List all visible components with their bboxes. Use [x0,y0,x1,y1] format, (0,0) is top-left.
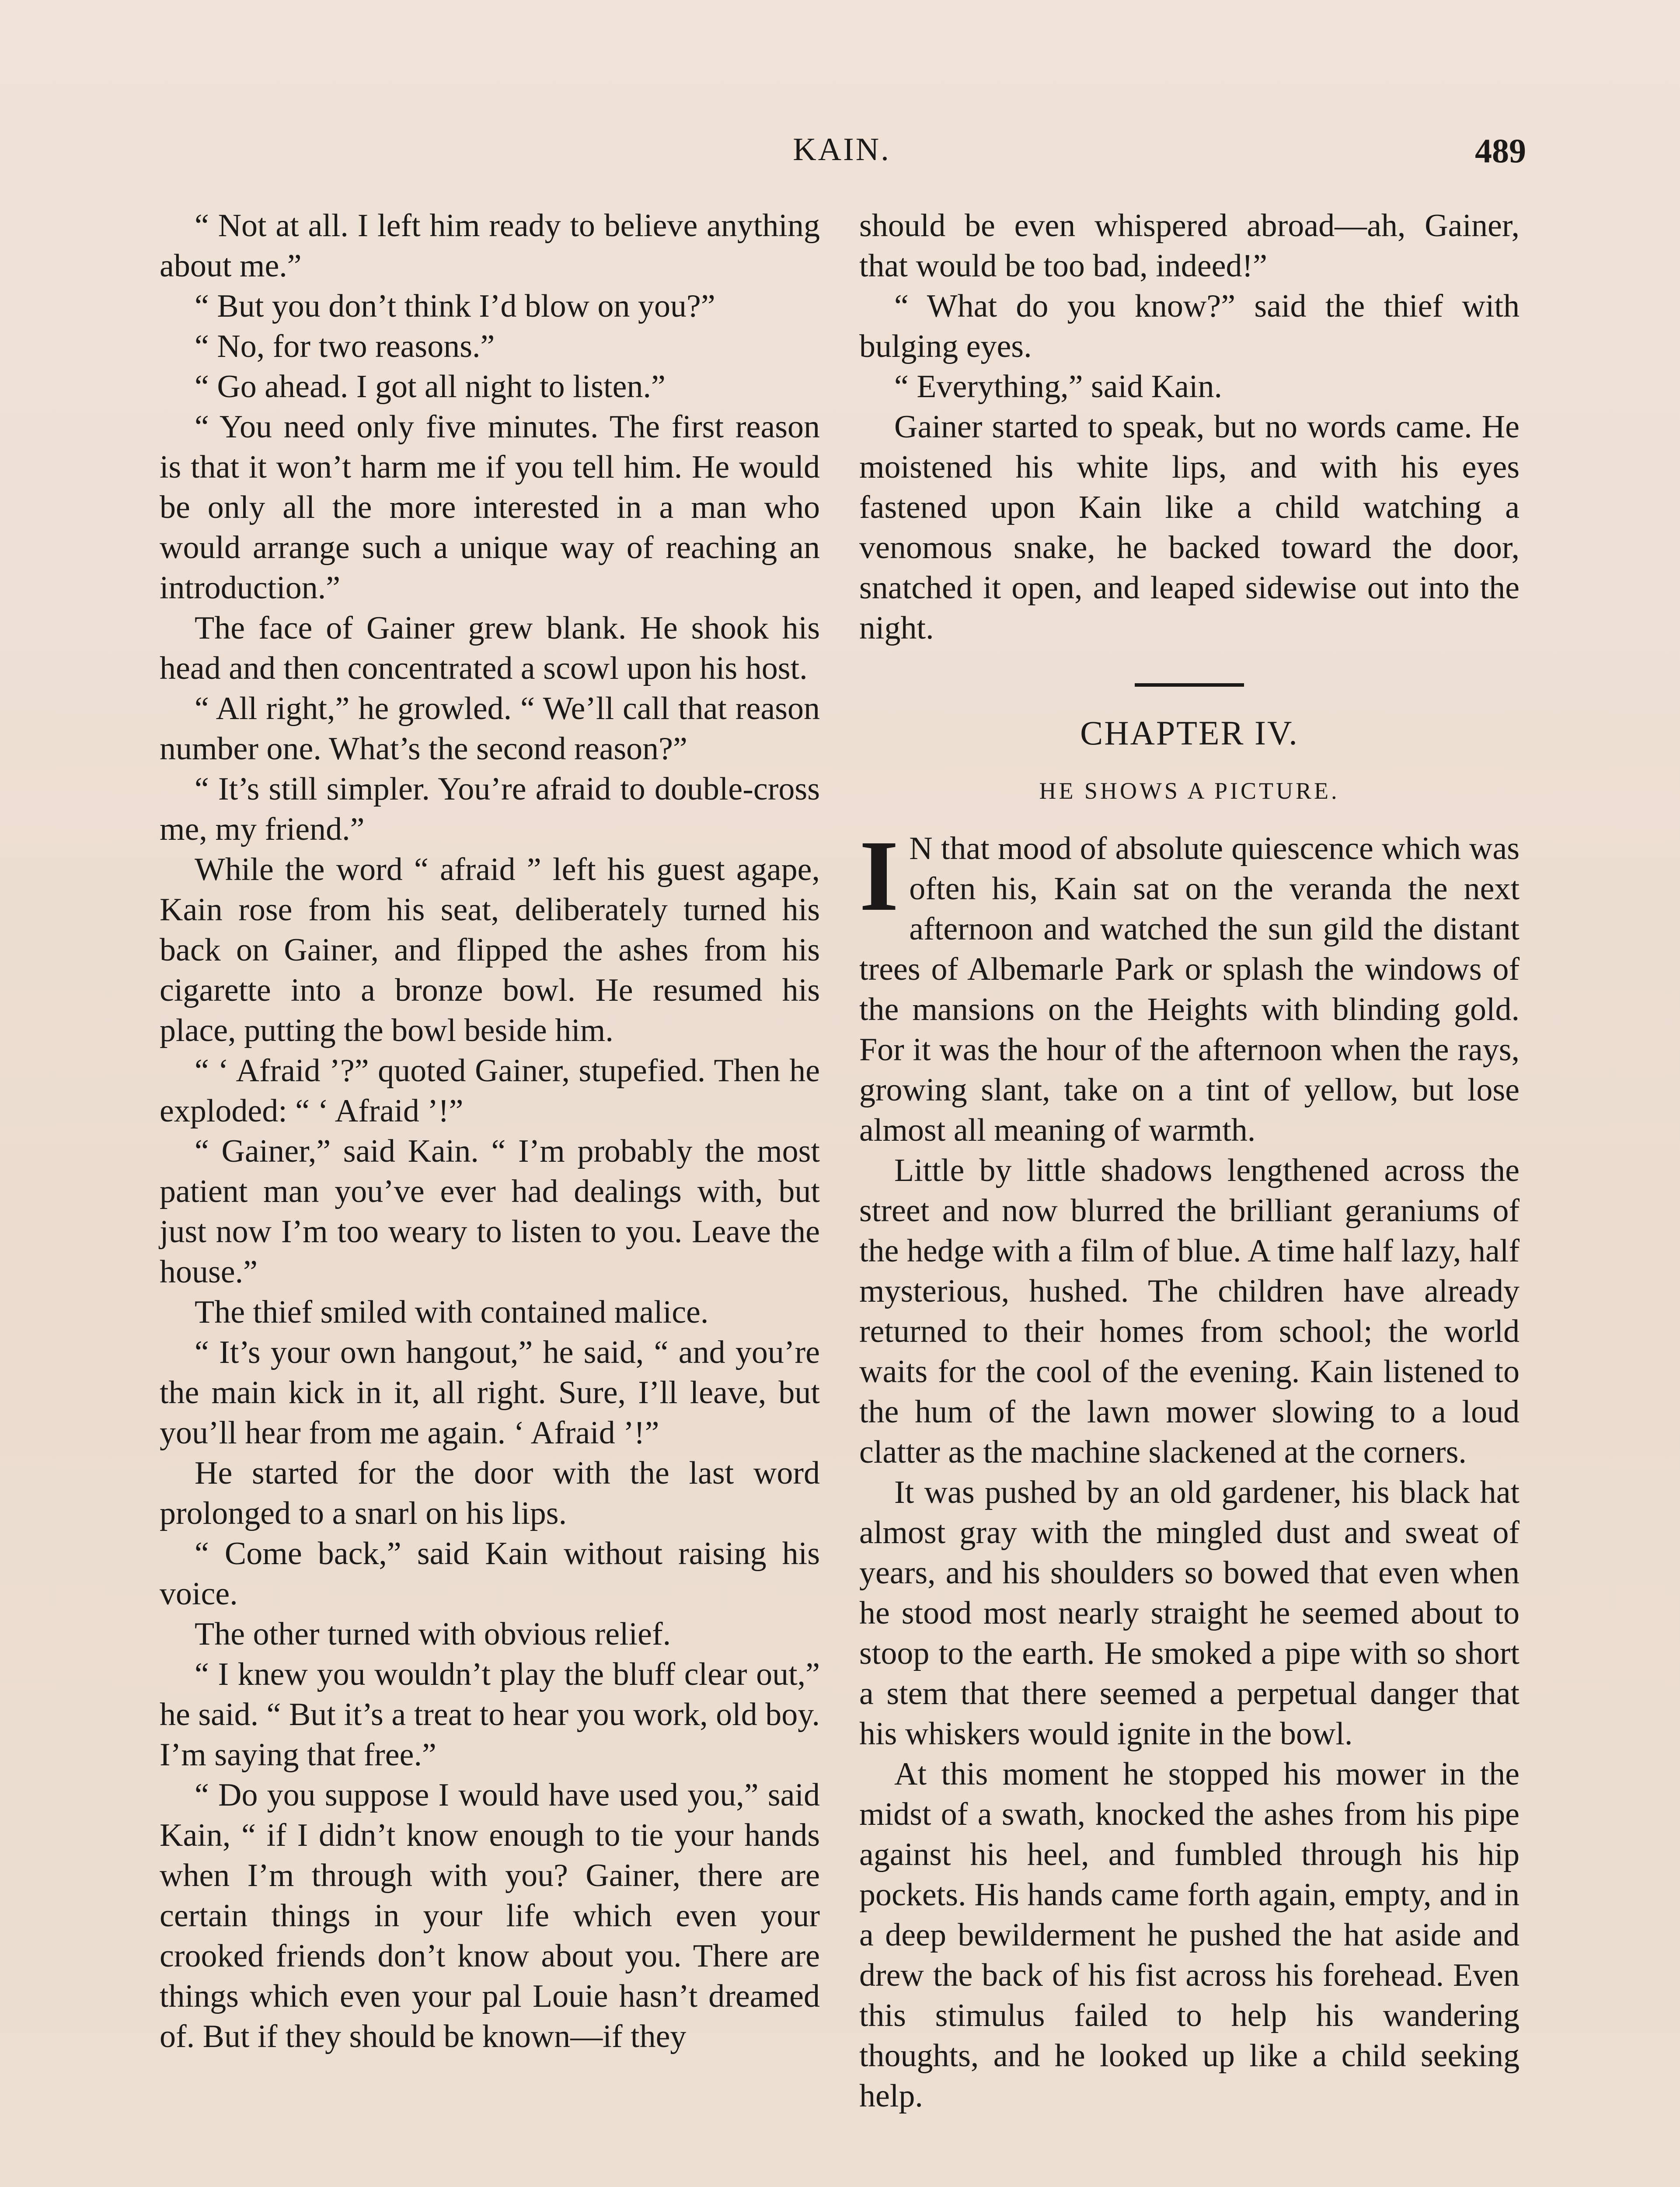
paragraph: “ But you don’t think I’d blow on you?” [195,288,715,324]
paragraph: “ Do you suppose I would have used you,” said Kain, “ if I didn’t know enough to tie your hands when I’m through with you? Gainer, there are certain things in your life which even your crooked friends don’t know about you. There are things which even your pal Louie hasn’t dreamed of. But if they should be known—if they [160,1777,820,2054]
paragraph: At this moment he stopped his mower in the midst of a swath, knocked the ashes from his pipe against his heel, and fumbled through his hip pockets. His hands came forth again, empty, and in a deep bewilderment he pushed the hat aside and drew the back of his fist across his forehead. Even this stimulus failed to help his wandering thoughts, and he looked up like a child seeking help. [859,1756,1520,2114]
paragraph-continued: should be even whispered abroad—ah, Gainer, that would be too bad, indeed!” [859,208,1520,284]
right-column [859,206,1520,2116]
paragraph: “ I knew you wouldn’t play the bluff clear out,” he said. “ But it’s a treat to hear you work, old boy. I’m saying that free.” [160,1656,820,1773]
paragraph: “ Come back,” said Kain without raising his voice. [160,1536,820,1612]
chapter-opening-paragraph [859,820,1520,1150]
paragraph: “ Everything,” said Kain. [894,369,1223,405]
opening-text: N that mood of absolute quiescence which was often his, Kain sat on the veranda the next afternoon and watched the sun gild the distant trees of Albemarle Park or splash the windows of the mansions on the Heights with blinding gold. For it was the hour of the afternoon when the rays, growing slant, take on a tint of yellow, but lose almost all meaning of warmth. [859,831,1520,1148]
paragraph: “ Not at all. I left him ready to believe anything about me.” [160,208,820,284]
paragraph: “ It’s still simpler. You’re afraid to double-cross me, my friend.” [160,771,820,847]
section-divider [1135,683,1244,687]
paragraph: “ What do you know?” said the thief with bulging eyes. [859,288,1520,364]
chapter-subtitle: HE SHOWS A PICTURE. [1039,778,1340,804]
running-title: KAIN. [793,132,891,168]
paragraph: It was pushed by an old gardener, his black hat almost gray with the mingled dust and sweat of years, and his shoulders so bowed that even when he stood most nearly straight he seemed about to stoop to the earth. He smoked a pipe with so short a stem that there seemed a perpetual danger that his whiskers would ignite in the bowl. [859,1474,1520,1752]
paragraph: “ ‘ Afraid ’?” quoted Gainer, stupefied. Then he exploded: “ ‘ Afraid ’!” [160,1053,820,1129]
paragraph: “ All right,” he growled. “ We’ll call that reason number one. What’s the second reason?” [160,691,820,767]
page-number: 489 [1475,132,1526,170]
chapter-title: CHAPTER IV. [1080,714,1299,752]
drop-cap: I [859,820,899,932]
paragraph: “ You need only five minutes. The first reason is that it won’t harm me if you tell him. He would be only all the more interested in a man who would arrange such a unique way of reaching an introduction.” [160,409,820,606]
paragraph: “ It’s your own hangout,” he said, “ and you’re the main kick in it, all right. Sure, I’ll leave, but you’ll hear from me again. ‘ Afraid ’!” [160,1335,820,1451]
paragraph: “ No, for two reasons.” [195,328,495,364]
running-head [157,131,1526,171]
paragraph: Little by little shadows lengthened across the street and now blurred the brilliant geraniums of the hedge with a film of blue. A time half lazy, half mysterious, hushed. The children have already returned to their homes from school; the world waits for the cool of the evening. Kain listened to the hum of the lawn mower slowing to a loud clatter as the machine slackened at the corners. [859,1153,1520,1470]
paragraph: The other turned with obvious relief. [195,1616,671,1652]
left-column [160,206,820,2057]
paragraph: “ Gainer,” said Kain. “ I’m probably the most patient man you’ve ever had dealings with, but just now I’m too weary to listen to you. Leave the house.” [160,1133,820,1290]
paragraph: Gainer started to speak, but no words came. He moistened his white lips, and with his eyes fastened upon Kain like a child watching a venomous snake, he backed toward the door, snatched it open, and leaped sidewise out into the night. [859,409,1520,646]
paragraph: While the word “ afraid ” left his guest agape, Kain rose from his seat, deliberately turned his back on Gainer, and flipped the ashes from his cigarette into a bronze bowl. He resumed his place, putting the bowl beside him. [160,852,820,1048]
paragraph: The thief smiled with contained malice. [195,1294,709,1330]
paragraph: He started for the door with the last word prolonged to a snarl on his lips. [160,1455,820,1531]
paragraph: “ Go ahead. I got all night to listen.” [195,369,666,405]
paragraph: The face of Gainer grew blank. He shook his head and then concentrated a scowl upon his host. [160,610,820,686]
